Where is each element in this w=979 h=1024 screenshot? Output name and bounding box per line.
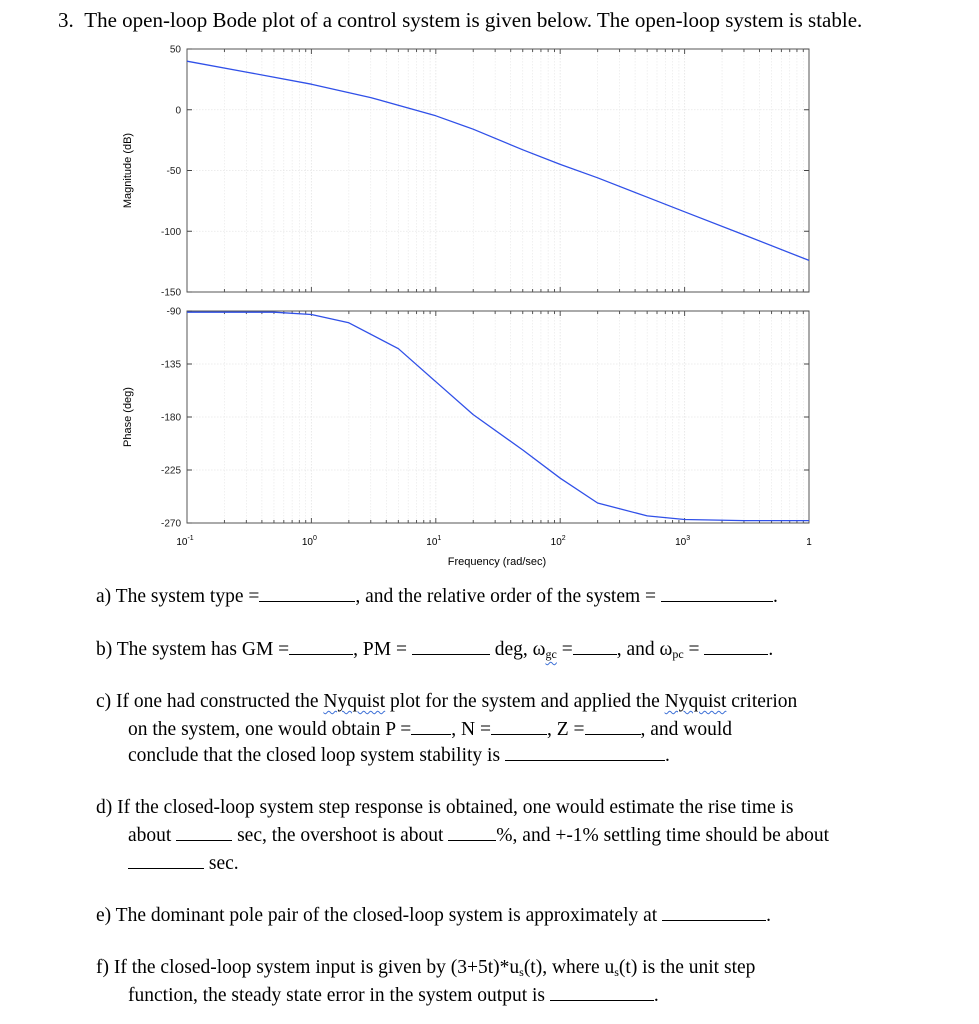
part-a (96, 583, 778, 609)
gm-blank[interactable] (289, 636, 353, 655)
p-blank[interactable] (411, 716, 451, 735)
x-tick-label: $10^{-1}$ (176, 535, 194, 548)
part-c-line1 (96, 690, 797, 714)
wgc-label: deg, ω (494, 639, 546, 660)
pm-label: , PM = (353, 639, 407, 660)
us-subscript: s (519, 965, 524, 979)
rise-time-blank[interactable] (176, 822, 232, 841)
y-tick-label: -180 (160, 412, 181, 424)
magnitude-panel (122, 45, 809, 299)
part-a-mid-text: , and the relative order of the system = (355, 586, 657, 607)
sse-label: function, the steady state error in the system output is (128, 985, 545, 1006)
wpc-blank[interactable] (704, 636, 768, 655)
part-f-end: (t) is the unit step (618, 957, 756, 978)
phase-curve (187, 312, 809, 520)
y-axis-label: Phase (deg) (122, 387, 134, 447)
wgc-blank[interactable] (573, 636, 617, 655)
y-tick-label: -270 (160, 518, 181, 530)
part-f-text: f) If the closed-loop system input is given by (3+5t)*u (96, 957, 520, 978)
y-tick-label: -135 (160, 359, 181, 371)
dominant-pole-blank[interactable] (662, 902, 766, 921)
y-tick-label: -225 (160, 465, 181, 477)
y-tick-label: -150 (160, 287, 181, 299)
z-label: , Z = (546, 719, 585, 740)
magnitude-curve (187, 61, 809, 260)
x-tick-label: $10^3$ (675, 535, 691, 548)
stability-blank[interactable] (505, 742, 665, 761)
part-c-mid: plot for the system and applied the (390, 691, 660, 712)
relative-order-blank[interactable] (661, 583, 773, 602)
part-e-text: e) The dominant pole pair of the closed-loop system is approximately at (96, 905, 658, 926)
us-subscript-2: s (614, 965, 619, 979)
y-tick-label: 0 (175, 105, 181, 117)
n-label: , N = (451, 719, 491, 740)
settling-time-blank[interactable] (128, 850, 204, 869)
part-a-text: a) The system type = (96, 586, 260, 607)
part-f-line2 (128, 982, 659, 1008)
about-label: about (128, 825, 172, 846)
question-text: The open-loop Bode plot of a control system is given below. The open-loop system is stable. (84, 8, 863, 32)
part-b-end: . (768, 639, 774, 660)
y-tick-label: 50 (169, 44, 181, 56)
wpc-equals: = (683, 639, 700, 660)
part-f-mid: (t), where u (523, 957, 615, 978)
part-e-end: . (766, 905, 771, 926)
part-b (96, 636, 773, 666)
wpc-subscript: pc (672, 647, 684, 661)
y-axis-label: Magnitude (dB) (122, 132, 134, 209)
x-tick-label: 1 (806, 537, 812, 548)
stability-label: conclude that the closed loop system stability is (128, 745, 501, 766)
part-c-line2-end: , and would (640, 719, 733, 740)
y-tick-label: -100 (160, 226, 181, 238)
x-tick-label: $10^1$ (426, 535, 442, 548)
overshoot-blank[interactable] (448, 822, 496, 841)
system-type-blank[interactable] (259, 583, 355, 602)
n-blank[interactable] (491, 716, 547, 735)
part-e (96, 902, 771, 928)
z-blank[interactable] (585, 716, 641, 735)
part-f-line1 (96, 956, 755, 984)
part-d-line2 (128, 822, 829, 848)
y-tick-label: -50 (166, 166, 181, 177)
wgc-equals: = (556, 639, 573, 660)
part-f-end-dot: . (653, 985, 659, 1006)
nyquist-word: Nyquist (323, 691, 386, 712)
part-d-line3 (128, 850, 239, 876)
y-tick-label: -90 (166, 306, 181, 318)
wpc-label: , and ω (616, 639, 673, 660)
steady-state-error-blank[interactable] (550, 982, 654, 1001)
nyquist-word-2: Nyquist (664, 691, 727, 712)
wgc-subscript: gc (545, 647, 557, 661)
part-c-end-dot: . (664, 745, 670, 766)
p-label: on the system, one would obtain P = (128, 719, 412, 740)
part-a-end: . (772, 586, 778, 607)
settling-label: %, and +-1% settling time should be about (496, 825, 829, 846)
frequency-axis-label: Frequency (rad/sec) (447, 556, 547, 568)
part-c-line2 (128, 716, 732, 742)
question-number: 3. (58, 8, 74, 32)
x-tick-label: $10^0$ (301, 535, 317, 548)
part-c-text: c) If one had constructed the (96, 691, 319, 712)
pm-blank[interactable] (412, 636, 490, 655)
overshoot-label: sec, the overshoot is about (237, 825, 444, 846)
x-tick-label: $10^2$ (550, 535, 566, 548)
part-b-text: b) The system has GM = (96, 639, 290, 660)
part-d-line1 (96, 796, 794, 820)
part-c-end: criterion (731, 691, 798, 712)
part-d-text: d) If the closed-loop system step response is obtained, one would estimate the rise time is (96, 797, 794, 818)
sec-label: sec. (208, 853, 239, 874)
phase-panel (122, 307, 812, 549)
part-c-line3 (128, 742, 670, 768)
